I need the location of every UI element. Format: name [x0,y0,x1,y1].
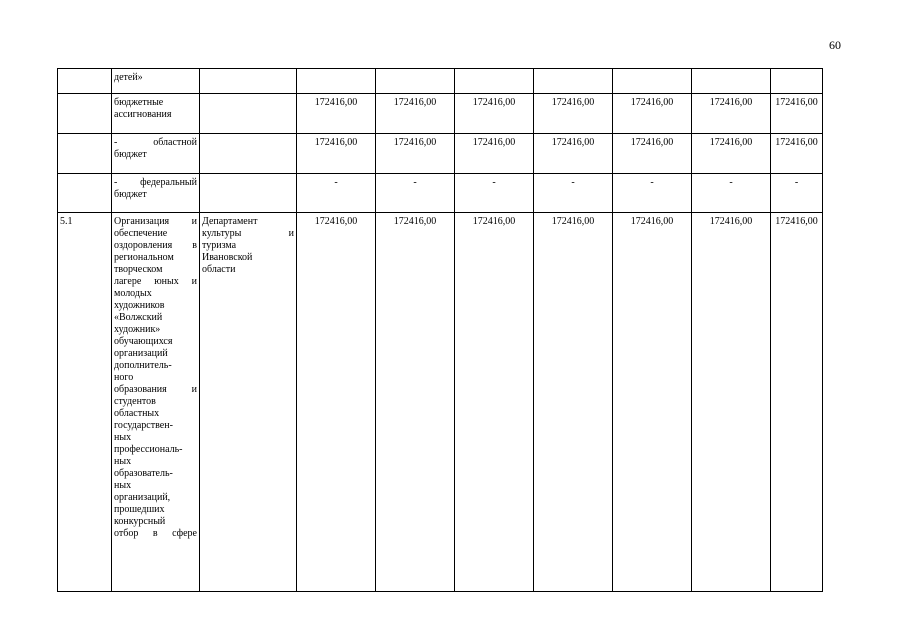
activity-name-line: образования и [114,384,197,395]
responsible-cell [200,94,297,134]
activity-name-line: обучающихся [114,336,173,347]
activity-name-line: ассигнования [114,109,172,120]
value-cell: - [613,174,692,213]
activity-name-cell [112,94,200,134]
value-cell: 172416,00 [455,94,534,134]
value-cell: 172416,00 [376,94,455,134]
activity-name-line: организаций, [114,492,171,503]
activity-name-cell [112,134,200,174]
value-cell: 172416,00 [692,94,771,134]
activity-name-line: оздоровления в [114,240,197,251]
activity-name-line: областных [114,408,160,419]
activity-name-line: «Волжский [114,312,163,323]
value-cell: - [771,174,823,213]
responsible-cell [200,174,297,213]
value-cell [613,69,692,94]
activity-name-line: ных [114,456,132,467]
responsible-cell [200,69,297,94]
value-cell [297,69,376,94]
value-cell: 172416,00 [692,213,771,592]
value-cell: 172416,00 [692,134,771,174]
responsible-line: туризма [202,240,237,251]
activity-name-line: творческом [114,264,163,275]
activity-name-line: бюджетные [114,97,164,108]
activity-name-line: профессиональ- [114,444,183,455]
activity-name-line: региональном [114,252,174,263]
row-number-cell [58,174,112,213]
activity-name-line: государствен- [114,420,173,431]
responsible-line: области [202,264,236,275]
row-number-cell [58,94,112,134]
responsible-line: культуры и [202,228,294,239]
value-cell: 172416,00 [771,213,823,592]
activity-name-line: молодых [114,288,152,299]
table-row [58,213,823,592]
activity-name-line: художников [114,300,165,311]
value-cell [376,69,455,94]
activity-name-line: Организация и [114,216,197,227]
activity-name-line: прошедших [114,504,165,515]
activity-name-line: ного [114,372,134,383]
value-cell: - [534,174,613,213]
value-cell: - [455,174,534,213]
table-row [58,69,823,94]
activity-name-line: ных [114,480,132,491]
activity-name-line: конкурсный [114,516,166,527]
table-row [58,174,823,213]
row-number-cell [58,134,112,174]
budget-table [57,68,823,592]
value-cell [534,69,613,94]
value-cell: 172416,00 [455,134,534,174]
activity-name-line: студентов [114,396,156,407]
activity-name-line: обеспечение [114,228,168,239]
responsible-cell [200,134,297,174]
row-number-cell [58,69,112,94]
value-cell: 172416,00 [613,94,692,134]
value-cell [455,69,534,94]
value-cell: 172416,00 [534,134,613,174]
activity-name-cell [112,174,200,213]
value-cell: 172416,00 [376,134,455,174]
activity-name-line: образователь- [114,468,173,479]
value-cell: - [297,174,376,213]
activity-name-line: художник» [114,324,161,335]
activity-name-line: лагере юных и [114,276,197,287]
activity-name-cell [112,69,200,94]
value-cell: - [376,174,455,213]
value-cell: 172416,00 [297,213,376,592]
responsible-line: Департамент [202,216,258,227]
activity-name-line: бюджет [114,149,147,160]
value-cell: 172416,00 [534,94,613,134]
activity-name-line: детей» [114,72,143,83]
page-number: 60 [829,38,841,52]
activity-name-line: бюджет [114,189,147,200]
value-cell: 172416,00 [613,134,692,174]
table-row [58,94,823,134]
activity-name-line: организаций [114,348,168,359]
value-cell: 172416,00 [376,213,455,592]
row-number-cell: 5.1 [58,213,112,592]
value-cell [692,69,771,94]
activity-name-line: отбор в сфере [114,528,197,539]
value-cell: 172416,00 [771,134,823,174]
value-cell: 172416,00 [297,94,376,134]
value-cell: - [692,174,771,213]
value-cell [771,69,823,94]
activity-name-line: дополнитель- [114,360,172,371]
responsible-line: Ивановской [202,252,253,263]
value-cell: 172416,00 [771,94,823,134]
responsible-cell [200,213,297,592]
value-cell: 172416,00 [534,213,613,592]
table-row [58,134,823,174]
activity-name-cell [112,213,200,592]
value-cell: 172416,00 [455,213,534,592]
activity-name-line: - областной [114,137,197,148]
activity-name-line: - федеральный [114,177,197,188]
activity-name-line: ных [114,432,132,443]
value-cell: 172416,00 [613,213,692,592]
value-cell: 172416,00 [297,134,376,174]
